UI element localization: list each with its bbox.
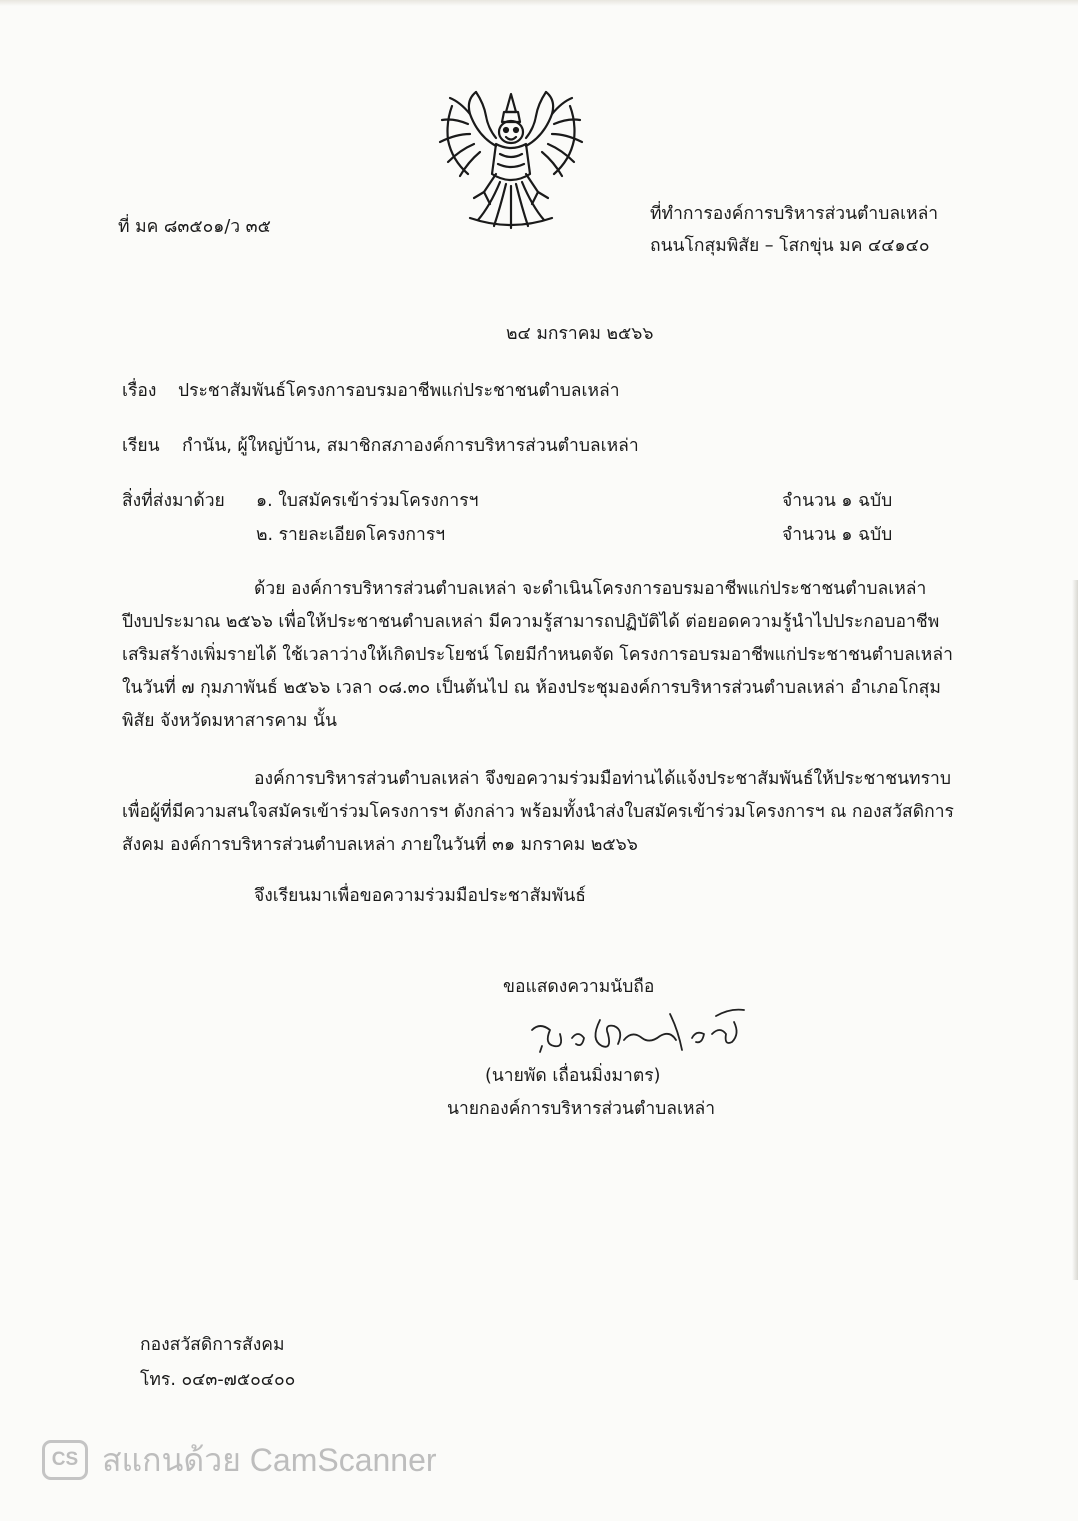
body-paragraph-1-line: ในวันที่ ๗ กุมภาพันธ์ ๒๕๖๖ เวลา ๐๘.๓๐ เป็นต้นไป ณ ห้องประชุมองค์การบริหารส่วนตำบลเหล่า อำเภอโกสุม [122,678,941,698]
reference-number: ที่ มค ๘๓๕๐๑/ว ๓๕ [118,217,271,237]
enclosures-label: สิ่งที่ส่งมาด้วย [122,491,225,511]
body-paragraph-1 [122,573,992,738]
body-paragraph-2-line: เพื่อผู้ที่มีความสนใจสมัครเข้าร่วมโครงการฯ ดังกล่าว พร้อมทั้งนำส่งใบสมัครเข้าร่วมโครงการฯ ณ กองสวัสดิการ [122,802,954,822]
office-address-line2: ถนนโกสุมพิสัย – โสกขุ่น มค ๔๔๑๔๐ [650,236,930,256]
subject-text: ประชาสัมพันธ์โครงการอบรมอาชีพแก่ประชาชนตำบลเหล่า [178,381,620,401]
body-paragraph-1-line: เสริมสร้างเพิ่มรายได้ ใช้เวลาว่างให้เกิดประโยชน์ โดยมีกำหนดจัด โครงการอบรมอาชีพแก่ประชาชนตำบลเหล่า [122,645,953,665]
camscanner-text: สแกนด้วย CamScanner [102,1441,437,1478]
enclosure-qty-1: จำนวน ๑ ฉบับ [782,491,893,511]
signatory-position: นายกองค์การบริหารส่วนตำบลเหล่า [447,1099,716,1119]
enclosure-item-1: ๑. ใบสมัครเข้าร่วมโครงการฯ [256,491,479,511]
enclosure-qty-2: จำนวน ๑ ฉบับ [782,525,893,545]
camscanner-watermark [42,1438,437,1482]
recipient-text: กำนัน, ผู้ใหญ่บ้าน, สมาชิกสภาองค์การบริหารส่วนตำบลเหล่า [182,436,639,456]
garuda-emblem-icon [430,82,592,232]
signatory-name: (นายพัด เถื่อนมิ่งมาตร) [485,1066,661,1086]
body-paragraph-2-line: สังคม องค์การบริหารส่วนตำบลเหล่า ภายในวันที่ ๓๑ มกราคม ๒๕๖๖ [122,835,638,855]
subject-label: เรื่อง [122,381,157,401]
footer-department: กองสวัสดิการสังคม [140,1335,285,1355]
closing-request: จึงเรียนมาเพื่อขอความร่วมมือประชาสัมพันธ์ [254,886,586,906]
body-paragraph-2 [122,763,992,862]
handwritten-signature [520,1000,750,1075]
body-paragraph-1-line: ด้วย องค์การบริหารส่วนตำบลเหล่า จะดำเนินโครงการอบรมอาชีพแก่ประชาชนตำบลเหล่า [254,579,927,599]
closing-salutation: ขอแสดงความนับถือ [503,977,655,997]
recipient-label: เรียน [122,436,160,456]
body-paragraph-1-line: พิสัย จังหวัดมหาสารคาม นั้น [122,711,337,731]
enclosure-item-2: ๒. รายละเอียดโครงการฯ [256,525,446,545]
body-paragraph-1-line: ปีงบประมาณ ๒๕๖๖ เพื่อให้ประชาชนตำบลเหล่า มีความรู้สามารถปฏิบัติได้ ต่อยอดความรู้นำไปประกอบอาชีพ [122,612,940,632]
camscanner-logo-icon: CS [42,1440,88,1480]
office-address-line1: ที่ทำการองค์การบริหารส่วนตำบลเหล่า [650,204,939,224]
body-paragraph-2-line: องค์การบริหารส่วนตำบลเหล่า จึงขอความร่วมมือท่านได้แจ้งประชาสัมพันธ์ให้ประชาชนทราบ [254,769,951,789]
footer-phone: โทร. ๐๔๓-๗๕๐๔๐๐ [140,1370,296,1390]
page-right-shadow [1072,580,1078,1280]
document-date: ๒๔ มกราคม ๒๕๖๖ [506,324,654,344]
page-top-shadow [0,0,1078,6]
